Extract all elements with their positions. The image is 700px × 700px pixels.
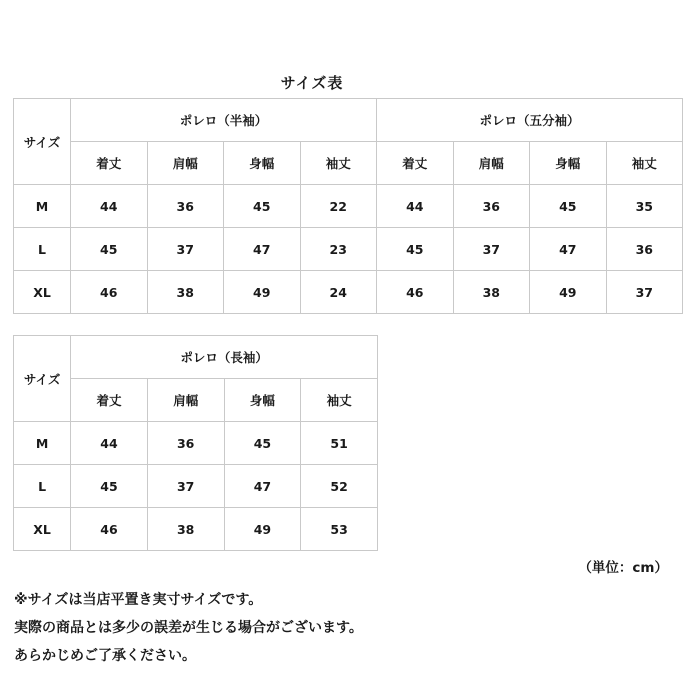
- note-line: 実際の商品とは多少の誤差が生じる場合がございます。: [14, 620, 363, 636]
- table-cell: 37: [147, 465, 224, 508]
- size-label: M: [14, 185, 71, 228]
- table-row: [14, 185, 683, 228]
- table-cell: 45: [224, 422, 301, 465]
- table-cell: 47: [224, 465, 301, 508]
- measure-header: 身幅: [224, 379, 301, 422]
- table-cell: 44: [71, 422, 148, 465]
- table-cell: 22: [300, 185, 377, 228]
- table-cell: 45: [71, 228, 148, 271]
- table-row: [14, 422, 378, 465]
- group-header: ポレロ（五分袖）: [377, 99, 683, 142]
- unit-note: （単位：cm）: [578, 560, 668, 576]
- table-cell: 47: [530, 228, 607, 271]
- table-cell: 36: [147, 422, 224, 465]
- measure-header: 肩幅: [147, 142, 224, 185]
- measure-header: 袖丈: [301, 379, 378, 422]
- table-cell: 38: [147, 271, 224, 314]
- table-row: [14, 228, 683, 271]
- measure-header: 肩幅: [453, 142, 530, 185]
- table-cell: 38: [453, 271, 530, 314]
- size-label: L: [14, 465, 71, 508]
- size-label: L: [14, 228, 71, 271]
- size-header: サイズ: [14, 99, 71, 185]
- page-title: サイズ表: [280, 74, 344, 92]
- table-cell: 45: [530, 185, 607, 228]
- table-cell: 35: [606, 185, 683, 228]
- table-cell: 46: [71, 271, 148, 314]
- notes: [14, 586, 363, 670]
- measure-header: 肩幅: [147, 379, 224, 422]
- size-label: XL: [14, 271, 71, 314]
- table-cell: 36: [606, 228, 683, 271]
- table-row: [14, 465, 378, 508]
- table-cell: 44: [377, 185, 454, 228]
- table-cell: 36: [147, 185, 224, 228]
- table-cell: 37: [147, 228, 224, 271]
- size-header: サイズ: [14, 336, 71, 422]
- group-header: ポレロ（半袖）: [71, 99, 377, 142]
- table-cell: 44: [71, 185, 148, 228]
- table-row: [14, 508, 378, 551]
- table-cell: 47: [224, 228, 301, 271]
- measure-header: 着丈: [71, 379, 148, 422]
- note-line: あらかじめご了承ください。: [14, 648, 196, 664]
- measure-header: 袖丈: [606, 142, 683, 185]
- table-cell: 37: [453, 228, 530, 271]
- table-cell: 24: [300, 271, 377, 314]
- table-row: [14, 271, 683, 314]
- size-label: M: [14, 422, 71, 465]
- table-cell: 53: [301, 508, 378, 551]
- measure-header: 身幅: [530, 142, 607, 185]
- table-cell: 38: [147, 508, 224, 551]
- table-cell: 49: [224, 271, 301, 314]
- table-cell: 49: [224, 508, 301, 551]
- size-table-polero-short-half: [13, 98, 683, 314]
- table-cell: 51: [301, 422, 378, 465]
- size-label: XL: [14, 508, 71, 551]
- table-cell: 45: [71, 465, 148, 508]
- group-header: ポレロ（長袖）: [71, 336, 378, 379]
- table-cell: 37: [606, 271, 683, 314]
- table-cell: 49: [530, 271, 607, 314]
- table-cell: 45: [377, 228, 454, 271]
- size-table-polero-long: [13, 335, 378, 551]
- table-cell: 52: [301, 465, 378, 508]
- table-cell: 23: [300, 228, 377, 271]
- table-cell: 46: [71, 508, 148, 551]
- measure-header: 身幅: [224, 142, 301, 185]
- note-line: ※サイズは当店平置き実寸サイズです。: [14, 592, 263, 608]
- table-cell: 46: [377, 271, 454, 314]
- measure-header: 着丈: [377, 142, 454, 185]
- table-cell: 45: [224, 185, 301, 228]
- measure-header: 着丈: [71, 142, 148, 185]
- table-cell: 36: [453, 185, 530, 228]
- measure-header: 袖丈: [300, 142, 377, 185]
